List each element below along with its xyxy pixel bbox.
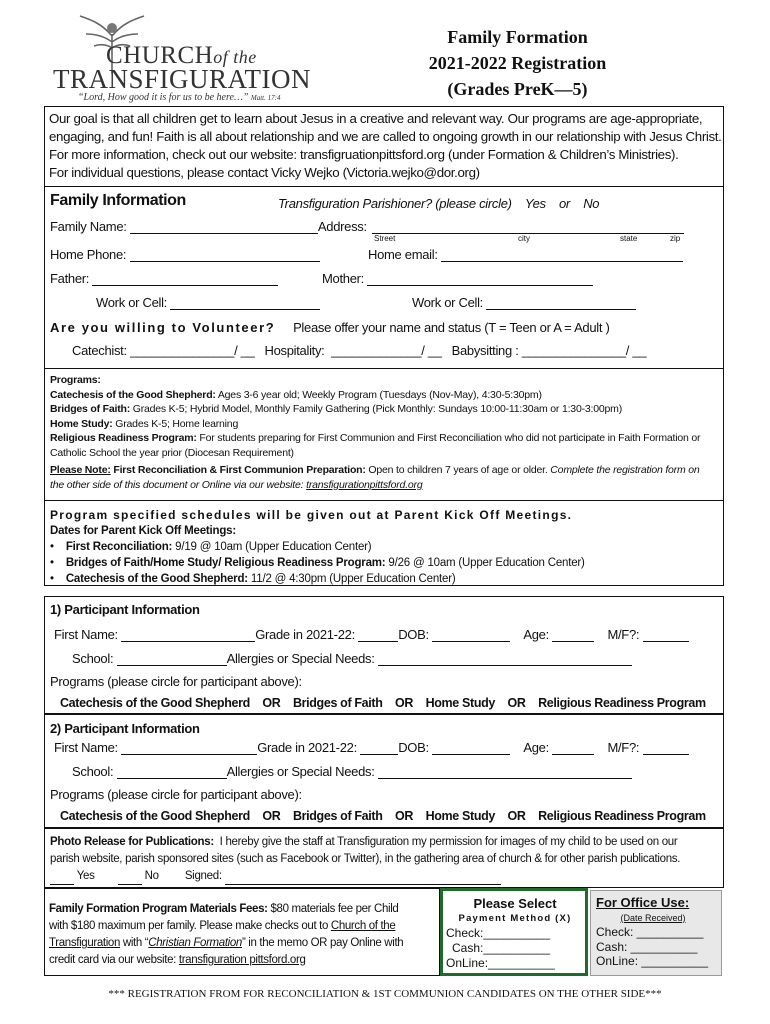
volunteer-question: Are you willing to Volunteer? [50,320,276,335]
p1-allergies-label: Allergies or Special Needs: [226,651,375,666]
p1-age-field[interactable] [552,629,594,642]
participant-1-heading: 1) Participant Information [50,602,200,617]
mother-label: Mother: [322,271,364,286]
note-desc: Open to children 7 years of age or older. [368,464,548,476]
intro-line3: For more information, check out our website: transfigruationpittsford.org (under Formation & Children’s Ministries). [49,147,679,162]
photo-signature-field[interactable] [225,872,501,885]
photo-release-title: Photo Release for Publications: [50,836,214,848]
p2-grade-field[interactable] [360,742,398,755]
kickoff-item-3: • Catechesis of the Good Shepherd: 11/2 @ 4:30pm (Upper Education Center) [50,573,456,585]
program-rr-title: Religious Readiness Program: [50,432,197,444]
address-street-label: Street [374,234,396,243]
family-name-field[interactable] [130,221,318,234]
church-name-line1: CHURCH [106,42,214,69]
p2-or-1: OR [262,809,281,823]
participant-2-heading: 2) Participant Information [50,721,200,736]
p2-option-cgs[interactable]: Catechesis of the Good Shepherd [60,809,250,823]
photo-yes-field[interactable] [50,872,74,885]
footer-note: *** REGISTRATION FROM FOR RECONCILIATION & 1ST COMMUNION CANDIDATES ON THE OTHER SIDE*** [108,988,662,1000]
title-line3: (Grades PreK—5) [447,79,588,99]
p2-allergies-field[interactable] [378,766,632,779]
p1-option-hs[interactable]: Home Study [425,696,495,710]
p2-first-name-field[interactable] [121,742,257,755]
note-bold: First Reconciliation & First Communion Preparation: [113,464,366,476]
p1-option-bof[interactable]: Bridges of Faith [292,696,383,710]
office-cash: Cash: __________ [596,939,698,954]
kickoff-item-2: • Bridges of Faith/Home Study/ Religious Readiness Program: 9/26 @ 10am (Upper Education Center) [50,557,585,569]
p2-option-bof[interactable]: Bridges of Faith [292,809,383,823]
note-italic: Complete the registration form on [550,464,700,476]
catechist-field[interactable]: _______________/ __ [130,343,255,358]
parishioner-no[interactable]: No [583,196,600,211]
p2-mf-label: M/F?: [607,740,640,755]
p1-or-1: OR [262,696,281,710]
p2-school-label: School: [72,764,114,779]
volunteer-instructions: Please offer your name and status (T = Teen or A = Adult ) [293,320,610,335]
home-phone-label: Home Phone: [50,247,127,262]
home-email-label: Home email: [368,247,438,262]
address-city-label: city [518,234,530,243]
photo-yes-label: Yes [76,870,95,882]
fees-memo: Christian Formation [148,937,242,949]
p1-first-name-label: First Name: [54,627,118,642]
p2-school-field[interactable] [117,766,227,779]
father-field[interactable] [92,273,278,286]
fees-line3b: with “ [122,937,149,949]
p1-allergies-field[interactable] [378,653,632,666]
photo-release-text2: parish website, parish sponsored sites (such as Facebook or Twitter), in the gathering area of church & for other parish publications. [50,853,681,865]
programs-section [50,373,722,492]
programs-heading: Programs: [50,374,101,386]
babysitting-field[interactable]: _______________/ __ [521,343,647,358]
intro-line2: engaging, and fun! Faith is all about relationship and we are called to ongoing growth in our relationship with Jesus Christ. [49,129,722,144]
p2-grade-label: Grade in 2021-22: [257,740,357,755]
p2-programs-instructions: Programs (please circle for participant above): [50,787,302,802]
motto: “Lord, How good it is for us to be here…” [78,92,249,103]
p1-mf-label: M/F?: [607,627,640,642]
hospitality-field[interactable]: _____________/ __ [331,343,442,358]
photo-no-label: No [144,870,159,882]
office-use-title: For Office Use: [596,895,690,910]
motto-reference: Matt. 17:4 [250,94,281,102]
p2-or-3: OR [507,809,526,823]
p2-option-rr[interactable]: Religious Readiness Program [538,809,706,823]
address-field[interactable] [372,221,684,234]
p1-mf-field[interactable] [643,629,689,642]
parishioner-yes[interactable]: Yes [524,196,546,211]
address-label: Address: [317,219,367,234]
payment-cash[interactable]: Cash:__________ [452,941,551,955]
p1-grade-field[interactable] [358,629,398,642]
fees-line2a: with $180 maximum per family. Please make checks out to [49,920,329,932]
intro-line1: Our goal is that all children get to learn about Jesus in a creative and relevant way. Our programs are age-appropriate, [49,111,703,126]
p1-school-field[interactable] [117,653,227,666]
p2-dob-label: DOB: [398,740,429,755]
program-hs-desc: Grades K-5; Home learning [115,417,239,430]
p1-or-3: OR [507,696,526,710]
p1-or-2: OR [395,696,414,710]
mother-work-field[interactable] [486,297,636,310]
fees-line4a: credit card via our website: [49,954,176,966]
fees-payee2: Transfiguration [49,937,121,949]
note-website-link[interactable]: transfigurationpittsford.org [306,478,423,491]
address-zip-label: zip [670,234,681,243]
hospitality-label: Hospitality: [264,343,325,358]
office-check: Check: __________ [596,925,704,939]
mother-work-label: Work or Cell: [412,295,483,310]
p1-age-label: Age: [523,627,549,642]
fees-line3d: ” in the memo OR pay Online with [241,937,404,949]
babysitting-label: Babysitting : [451,343,519,358]
payment-check[interactable]: Check:__________ [446,926,551,940]
mother-field[interactable] [367,273,593,286]
p1-option-rr[interactable]: Religious Readiness Program [538,696,706,710]
family-name-label: Family Name: [50,219,127,234]
fees-title: Family Formation Program Materials Fees: [49,903,268,915]
title-line2: 2021-2022 Registration [428,53,607,73]
fees-payee1: Church of the [330,920,396,932]
p2-allergies-label: Allergies or Special Needs: [226,764,375,779]
schedules-heading: Program specified schedules will be given out at Parent Kick Off Meetings. [50,508,573,522]
father-label: Father: [50,271,90,286]
title-line1: Family Formation [447,27,588,47]
payment-online[interactable]: OnLine:__________ [446,956,555,970]
program-cgs-title: Catechesis of the Good Shepherd: [50,388,216,401]
p2-mf-field[interactable] [643,742,689,755]
program-bof-title: Bridges of Faith: [50,403,131,415]
family-info-heading: Family Information [50,192,186,209]
office-date-received: (Date Received) [620,912,686,923]
photo-no-field[interactable] [118,872,142,885]
p2-option-hs[interactable]: Home Study [425,809,495,823]
p1-dob-field[interactable] [432,629,510,642]
note-italic2: the other side of this document or Online via our website: [50,478,304,491]
fees-website-link[interactable]: transfiguration pittsford.org [178,954,306,966]
p2-first-name-label: First Name: [54,740,118,755]
photo-signed-label: Signed: [184,870,222,882]
p2-or-2: OR [395,809,414,823]
p1-first-name-field[interactable] [121,629,255,642]
office-online: OnLine: __________ [596,954,709,968]
p2-age-label: Age: [523,740,549,755]
program-rr-desc: For students preparing for First Communion and First Reconciliation who did not participate in Faith Formation or [199,432,701,444]
church-name-line2: TRANSFIGURATION [53,64,312,94]
father-work-label: Work or Cell: [96,295,167,310]
program-rr-desc2: Catholic School the year prior (Diocesan Requirement) [50,446,294,459]
p1-school-label: School: [72,651,114,666]
church-of-the: of the [213,47,257,67]
p1-programs-instructions: Programs (please circle for participant above): [50,674,302,689]
p1-option-cgs[interactable]: Catechesis of the Good Shepherd [60,696,250,710]
home-phone-field[interactable] [130,249,320,262]
kickoff-dates-heading: Dates for Parent Kick Off Meetings: [50,525,236,537]
fees-line1: $80 materials fee per Child [270,903,399,915]
church-logo [50,14,310,106]
kickoff-item-1: • First Reconciliation: 9/19 @ 10am (Upper Education Center) [50,541,372,553]
program-cgs-desc: Ages 3-6 year old; Weekly Program (Tuesdays (Nov-May), 4:30-5:30pm) [217,388,542,401]
parishioner-question: Transfiguration Parishioner? (please circle) [278,196,512,211]
program-bof-desc: Grades K-5; Hybrid Model, Monthly Family Gathering (Pick Monthly: Sundays 10:00-11:30am or 1:30-3:00pm) [132,403,622,415]
p2-dob-field[interactable] [432,742,510,755]
p1-dob-label: DOB: [398,627,429,642]
photo-release-text1: I hereby give the staff at Transfiguration my permission for images of my child to be used on our [219,836,678,848]
p1-grade-label: Grade in 2021-22: [255,627,355,642]
payment-method-label: Payment Method (X) [458,913,572,924]
p2-age-field[interactable] [552,742,594,755]
intro-line4: For individual questions, please contact Vicky Wejko (Victoria.wejko@dor.org) [49,165,480,180]
note-title: Please Note: [50,464,111,476]
address-state-label: state [620,234,638,243]
father-work-field[interactable] [170,297,320,310]
program-hs-title: Home Study: [50,417,113,430]
parishioner-or: or [558,196,570,211]
catechist-label: Catechist: [72,343,127,358]
payment-title: Please Select [473,896,557,911]
home-email-field[interactable] [441,249,683,262]
